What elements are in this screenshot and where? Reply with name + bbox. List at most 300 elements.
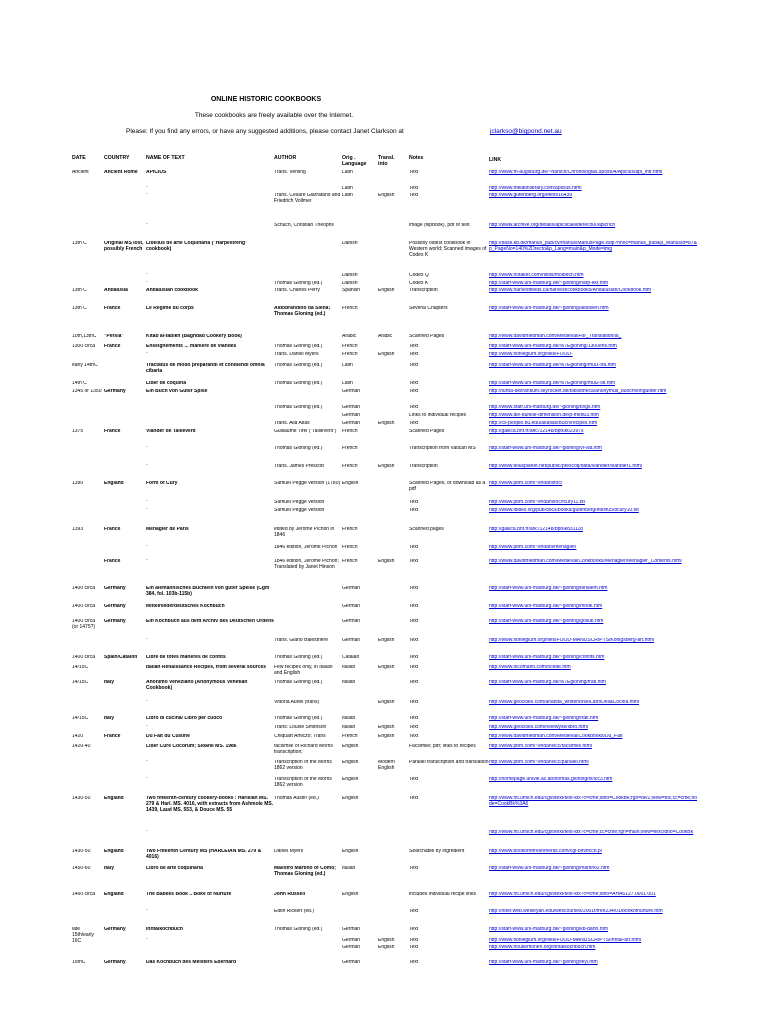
row-orig-language: German [342,945,361,950]
row-orig-language: Latin [342,363,353,368]
row-date: 1430-50 [72,796,91,801]
row-link[interactable]: http://www.die-dunkle-dimension.de/p-med03.htm [489,413,599,418]
row-orig-language: Danish [342,281,358,286]
row-author: Thomas Gloning (ed.) [274,281,323,286]
row-orig-language: German [342,413,361,418]
row-notes: Facsimile; pdf; links to recipes [409,744,476,749]
row-notes: Text [409,363,419,368]
row-author: Trans. Alia Atlas [274,421,310,426]
row-country: England [104,892,124,897]
row-link[interactable]: http://staff-www.uni-marburg.de/~gloning/vi-vat.htm [489,446,602,451]
row-notes: Text [409,927,419,932]
row-name: APICIUS [146,170,167,175]
row-author: Thomas Gloning (ed.) [274,363,323,368]
row-country: Italy [104,716,115,721]
row-name: " [146,700,149,705]
row-name: " [146,830,149,835]
row-orig-language: English [342,777,359,782]
row-name: " [146,777,149,782]
row-link[interactable]: http://staff-www.uni-marburg.de/%7Egloning/frati.htm [489,680,606,685]
row-country: Germany [104,927,126,932]
row-orig-language: German [342,638,361,643]
row-date: 1400 circa [72,586,96,591]
row-author: Thomas Gloning (ed.) [274,446,323,451]
row-link[interactable]: http://staff-www.uni-marburg.de/%7Egloning/mul2-lib.htm [489,381,616,386]
row-date: 15thC [72,960,86,965]
row-name: The Babees Book .. Boke of Nurture [146,892,232,897]
row-date: 14th C [72,381,87,386]
row-orig-language: Latin [342,193,353,198]
row-country: Italy [104,680,115,685]
row-author: Samuel Pegge version (1780) [274,481,341,486]
row-name: " [146,638,149,643]
row-notes: Scanned pages [409,527,444,532]
row-translated-into: English [378,559,395,564]
document-subtitle: These cookbooks are freely available over the Internet. [194,112,354,119]
row-orig-language: Catalan [342,655,360,660]
row-name: Two fifteenth-century cookery-books : Harleian MS. 279 & Harl. MS. 4016, with extracts from Ashmole MS. 1439, Laud MS. 553, & Douce MS. 55 [146,796,274,813]
row-orig-language: Danish [342,273,358,278]
row-country: Original MS lost, possibly French [104,241,144,252]
row-name: Menagier de Paris [146,527,189,532]
row-notes: Text [409,500,419,505]
row-country: England [104,849,124,854]
row-orig-language: Arabic [342,334,357,339]
row-date: 1430-50 [72,849,91,854]
row-link[interactable]: http://www.pbm.com/~lindahl/foc/fcury11.txt [489,500,585,505]
contact-line: Please: If you find any errors, or have any suggested additions, please contact Janet Clarkson at [126,128,404,135]
row-country: Germany [104,619,126,624]
row-author: Thomas Gloning (ed.) [274,381,323,386]
row-notes: Text [409,725,419,730]
row-notes: Text [409,604,419,609]
column-header-country: COUNTRY [104,155,130,161]
row-name: Viander de Taillevent [146,429,196,434]
row-notes: Text [409,619,419,624]
row-country: Spain/Catalon [104,655,138,660]
row-author: Samuel Pegge version [274,500,325,505]
row-notes: Codex Q [409,273,429,278]
row-orig-language: French [342,734,358,739]
row-author: Trans. Charles Perry [274,288,320,293]
row-notes: Text [409,344,419,349]
row-author: Thomas Gloning (ed.) [274,716,323,721]
row-notes: Text [409,638,419,643]
row-date: 1420 [72,734,84,739]
row-notes: Text [409,960,419,965]
row-author: Guillaume Tirel ("Taillevent") [274,429,337,434]
row-notes: Text [409,866,419,871]
row-notes: Text [409,700,419,705]
row-orig-language: English [342,892,359,897]
row-date: 1420-40 [72,744,91,749]
row-link[interactable]: http://staff-www.uni-marburg.de/%7Egloning/mul1-tra.htm [489,363,616,368]
row-date: 1393 [72,527,84,532]
row-notes: Parallel transcription and translation [409,760,489,765]
row-orig-language: English [342,481,359,486]
row-link[interactable]: http://www.gutenberg.org/etext/16439 [489,193,573,198]
row-notes: Text [409,381,419,386]
row-name: Le Régime du corps [146,306,194,311]
row-notes: Text [409,352,419,357]
row-notes: Text [409,945,419,950]
row-orig-language: German [342,586,361,591]
row-orig-language: French [342,429,358,434]
row-author: Few recipes only, in Italian and English [274,665,333,676]
row-name: Libre de totes maneres de confits [146,655,226,660]
row-author: Trans. Daniel Myers [274,352,319,357]
row-date: 14/15C [72,680,89,685]
row-author: John Russell [274,892,306,897]
row-name: " [146,508,149,513]
row-author: Trans. Giano Balestriere [274,638,329,643]
row-name: " [146,281,149,286]
row-orig-language: Danish [342,241,358,246]
row-link[interactable]: http://www.florilegium.org/files/FOOD-MANUSCRIPTS/Konigsberg-art.html [489,638,655,643]
row-orig-language: German [342,960,361,965]
row-notes: Text [409,405,419,410]
row-author: Transcription of the Morris 1862 version [274,760,332,771]
row-orig-language: Italian [342,725,356,730]
row-date: 1400 circa [72,655,96,660]
row-name: " [146,545,149,550]
row-notes: Scanned Pages [409,334,445,339]
row-name: " [146,938,149,943]
row-link[interactable]: http://www.florilegium.org/files/FOOD-MANUSCRIPTS/Inntal-art.html [489,938,641,943]
row-link[interactable]: http://staff-www.uni-marburg.de/~gloning/mndk.htm [489,604,603,609]
row-link[interactable]: http://gallica.bnf.fr/ark:/12148/bpt6k831118 [489,527,584,532]
row-name: " [146,223,149,228]
row-orig-language: German [342,938,361,943]
row-link[interactable]: http://staff-www.uni-marburg.de/~gloning/martino2.htm [489,866,610,871]
row-author: Samuel Pegge version [274,508,325,513]
row-orig-language: French [342,559,358,564]
row-link[interactable]: http://www.nicomarin.com/ricette.htm [489,665,571,670]
row-name: Libellus de arte Coquinaria ("Harpestreng" cookbook) [146,241,248,252]
row-notes: Text [409,389,419,394]
row-notes: Text [409,796,419,801]
row-link[interactable]: http://staff-www.uni-marburg.de/~gloning/birlalem.htm [489,586,608,591]
row-name: " [146,559,149,564]
row-name: " [146,909,149,914]
row-date: 13th C [72,241,87,246]
row-notes: Searchable by ingredient [409,849,465,854]
row-orig-language: Spanish [342,288,361,293]
row-orig-language: German [342,389,361,394]
row-link[interactable]: http://staff-www.uni-marburg.de/~gloning/gollub.htm [489,619,604,624]
row-link[interactable]: http://www.pbm.com/~lindahl/menagier/ [489,545,577,550]
row-name: Andalusian cookbook [146,288,198,293]
row-notes: Transcription [409,288,438,293]
column-header-link: LINK [489,157,502,163]
row-country: "Persia" [104,334,124,339]
row-country: Italy [104,866,115,871]
row-country: Ancient Rome [104,170,138,175]
row-notes: Text [409,193,419,198]
row-link[interactable]: http://www.notaker.com/nitlits/molbech.htm [489,273,584,278]
row-country: Andalusia [104,288,128,293]
row-author: Transcription of the Morris 1862 version [274,777,332,788]
row-link[interactable]: http://www.davidfriedman.com/Medieval/Cookbooks/Menagier/Menagier_Contents.html [489,559,682,564]
row-author: Chiquart Amiczo; Trans [274,734,326,739]
row-country: Germany [104,389,126,394]
row-orig-language: Latin [342,186,353,191]
row-link[interactable]: http://staff-www.uni-marburg.de/~gloning/feyl.htm [489,960,598,965]
row-name: Kitab al-tabikh (Baghdad Cookery Book) [146,334,242,339]
row-orig-language: German [342,927,361,932]
row-orig-language: English [342,849,359,854]
row-name: Ein alemannisches Büchlein von guter Speise (Cgm 384, fol. 103b-115b) [146,586,270,597]
row-notes: Text [409,586,419,591]
row-notes: image (flipbook), pdf or text [409,223,470,228]
row-notes: Transcription from Vatican MS [409,446,476,451]
row-country: France [104,734,121,739]
row-link[interactable]: http://www.archive.org/details/apiciicaelidereco00apicrich [489,223,616,228]
row-link[interactable]: http://cs-people.bu.edu/akatlas/Buch/recipes.htm [489,421,598,426]
row-link[interactable]: http://staff-www.uni-marburg.de/~gloning/kb-dann.htm [489,927,608,932]
row-country: France [104,306,121,311]
row-link[interactable]: http://www.pbm.com/~lindahl/foc/ [489,481,563,486]
row-link[interactable]: http://staff-www.uni-marburg.de/~gloning/frati.htm [489,716,599,721]
row-name: Libro di cucina/ Libro per cuoco [146,716,223,721]
row-link[interactable]: http://staff-www.uni-marburg.de/~gloning/confits.htm [489,655,605,660]
row-notes: Text [409,665,419,670]
row-link[interactable]: http://www.housemorien.org/inntalkochbuch.htm [489,945,596,950]
row-orig-language: German [342,405,361,410]
row-link[interactable]: http://www.ibiblio.org/pub/docs/books/gutenberg/etext05/8cury10.txt [489,508,639,513]
row-date: 1345 or 1350 [72,389,102,394]
row-link[interactable]: http://staff-www.uni-marburg.de/%7Egloning/1300ens.htm [489,344,617,349]
row-name: Mittelniederdeutsches Kochbuch [146,604,225,609]
row-link[interactable]: http://gallica.bnf.fr/ark:/12148/bpt6k62397s [489,429,584,434]
column-header-date: DATE [72,155,86,161]
row-author: Thomas Gloning (ed.) [274,655,323,660]
row-author: facsimile of Richard Morris' transcription; [274,744,334,755]
row-translated-into: English [378,352,395,357]
row-orig-language: German [342,421,361,426]
contact-email-link[interactable]: jclarkso@bigpond.net.au [490,128,562,135]
row-date: 14/15C [72,716,89,721]
row-link[interactable]: http://www.hti.umich.edu/cgi/t/text/text-idx?c=cme;idno=CookBk;rgn=div1;view=toc;cc=cme;node=CookBk%3A6 [489,796,697,807]
row-name: " [146,273,149,278]
row-link[interactable]: http://turba-delirantium.skyrocket.de/bibliotheca/anonymus_buochvonguoter.htm [489,389,667,394]
row-country: Germany [104,604,126,609]
row-name: " [146,500,149,505]
row-name: " [146,193,149,198]
row-name: Das Kochbuch des Meisters Eberhard [146,960,237,965]
row-name: Anonimo Veneziano (Anonymous Venetian Cookbook) [146,680,248,691]
row-name: " [146,446,149,451]
row-link[interactable]: http://staff-www.uni-marburg.de/~gloning/harp-kkr.htm [489,281,608,286]
row-link[interactable]: http://www.geocities.com/anahita_whitehorse/LibroDellaCocina.html [489,700,640,705]
row-author: Thomas Gloning (ed.) [274,927,323,932]
row-author: Edith Rickert (ed.) [274,909,315,914]
row-date: 10th,13thC [72,334,97,339]
row-author: Trans: Louise Smithson [274,725,327,730]
row-translated-into: English [378,725,395,730]
row-date: late 15th/early 16C [72,927,94,942]
row-link[interactable]: http://www.davidfriedman.com/Medieval/Cookbooks/Du_Fait [489,734,623,739]
row-orig-language: English [342,796,359,801]
row-author: Daniel Myers [274,849,304,854]
column-header-name: NAME OF TEXT [146,155,185,161]
row-orig-language: French [342,464,358,469]
row-name: " [146,760,149,765]
row-notes: Text [409,186,419,191]
row-link[interactable]: http://www.fh-augsburg.de/~harsch/Chronologia/Lspost04/Apicius/api_intr.html [489,170,663,175]
row-translated-into: English [378,938,395,943]
row-date: early 14thC [72,363,98,368]
row-notes: Transcription [409,464,438,469]
row-date: Ancient [72,170,89,175]
row-author: Trans. James Prescott [274,464,324,469]
row-author: edited by Jérome Pichon in 1846 [274,527,335,538]
row-notes: Text [409,938,419,943]
row-translated-into: English [378,665,395,670]
row-name: Ein Buch von Guter Spise [146,389,208,394]
row-date: 14/15C [72,665,89,670]
row-notes: Text [409,559,419,564]
row-translated-into: English [378,464,395,469]
row-orig-language: Italian [342,716,356,721]
row-notes: Text [409,734,419,739]
row-link[interactable]: http://base.kb.dk/manus_pub/cv/manus/ManusPage.xsql?nnoc=manus_pub&p_ManusId=87&p_PageNo=140%2Drecto&p_Lang=main&p_Mode=img [489,241,697,252]
row-author: Thomas Gloning (ed.) [274,405,323,410]
row-translated-into: English [378,700,395,705]
row-notes: Text [409,655,419,660]
column-header-author: AUTHOR [274,155,297,161]
column-header-orig-language: Orig . Language [342,155,367,167]
row-link[interactable]: http://www.bookofrefreshments.com/cgi-bin/tfccb.pl [489,849,602,854]
row-author: Trans. Vehling [274,170,306,175]
row-link[interactable]: http://staff-www.uni-marburg.de/~gloning/aldosien.htm [489,306,609,311]
row-link[interactable]: http://www.thelatinlibrary.com/apicius.html [489,186,582,191]
row-country: France [104,527,121,532]
row-name: Italian Renaissance Recipes, from several sources [146,665,267,670]
row-author: Thomas Gloning (ed.) [274,680,323,685]
row-country: France [104,344,121,349]
row-name: Form of Cury [146,481,178,486]
row-orig-language: German [342,604,361,609]
row-name: Liber de coquina [146,381,187,386]
row-orig-language: French [342,306,358,311]
row-link[interactable]: http://www.hti.umich.edu/cgi/t/text/text-idx?c=cme;idno=AHA6127.0001.001 [489,892,656,897]
row-date: 13th C [72,288,87,293]
row-translated-into: English [378,288,395,293]
row-notes: Text [409,680,419,685]
row-orig-language: Latin [342,170,353,175]
row-name: Tractatus de modo preparandi et condiendi omnia cibaria [146,363,265,374]
row-link[interactable]: http://www.pbm.com/~lindahl/lcc/parallel.html [489,760,589,765]
row-translated-into: English [378,193,395,198]
row-orig-language: German [342,619,361,624]
row-translated-into: English [378,638,395,643]
row-notes: Text [409,777,419,782]
row-orig-language: Italian [342,680,356,685]
row-name: Liber Cure Cocorum; Sloane MS. 1986 [146,744,237,749]
row-date: 1400 circa [72,604,96,609]
row-name: " [146,464,149,469]
document-title: ONLINE HISTORIC COOKBOOKS [210,96,322,103]
row-notes: Codex K [409,281,429,286]
row-link[interactable]: http://www.florilegium.org/files/FOOD- [489,352,573,357]
row-notes: Links to individual recipes [409,413,466,418]
row-orig-language: English [342,760,359,765]
row-notes: Text [409,545,419,550]
row-author: 1846 edition, Jérome Pichon; Translated by Janet Hinson [274,559,339,570]
row-link[interactable]: http://www.hti.umich.edu/cgi/t/text/text-idx?c=cme;cc=cme;rgn=main;view=text;idno=CookBk [489,830,694,835]
row-country: England [104,481,124,486]
column-header-notes: Notes [409,155,424,161]
row-orig-language: English [342,744,359,749]
row-notes: Scanned Pages [409,429,445,434]
row-link[interactable]: http://www.harvestfields.ca/harvest/cookbooks/Andalusian/Cookbook.htm [489,288,652,293]
row-country: France [104,429,121,434]
row-orig-language: French [342,446,358,451]
row-link[interactable]: http://rider.web.wesleyan.edu/wescourses/2001f/fren234/01/bookofnurture.htm [489,909,663,914]
row-notes: Text [409,716,419,721]
row-author: Aldobrandino da Siena; Thomas Gloning (ed.) [274,306,331,317]
row-author: Schuch, Christian Theophil [274,223,334,228]
row-date: 1375 [72,429,84,434]
row-name: " [146,725,149,730]
row-translated-into: English [378,421,395,426]
row-link[interactable]: http://homepage.univie.ac.at/thomas.gloning/tx/lcc3.htm [489,777,613,782]
row-orig-language: French [342,545,358,550]
row-country: Germany [104,586,126,591]
row-notes: Several Chapters [409,306,448,311]
row-author: Thomas Gloning (ed.) [274,344,323,349]
column-header-translated-into: Transl. into [378,155,395,167]
row-translated-into: Modern English [378,760,395,771]
row-author: Vittoria Aureli (trans) [274,700,320,705]
row-date: 1460 circa [72,892,96,897]
row-country: Germany [104,960,126,965]
row-link[interactable]: http://www.davidfriedman.com/Medieval/For_Translation/al_ [489,334,622,339]
row-notes: Text [409,170,419,175]
row-link[interactable]: http://www.telusplanet.net/public/prescotj/data/viandier/viandier1.html [489,464,642,469]
row-translated-into: English [378,945,395,950]
row-orig-language: French [342,352,358,357]
row-notes: Text [409,909,419,914]
row-link[interactable]: http://www.staff.uni-marburg.de/~gloning/bvgs.htm [489,405,601,410]
row-author: 1846 edition, Jérome Pichon [274,545,338,550]
row-name: Inntalkochbuch [146,927,183,932]
row-name: Enseignements ... maniere de viandes [146,344,237,349]
row-date: 1400 circa (or 1475?) [72,619,96,630]
row-orig-language: Latin [342,381,353,386]
row-translated-into: Arabic [378,334,393,339]
row-date: 1450-60 [72,866,91,871]
row-name: Libro de arte coquinaria [146,866,203,871]
row-translated-into: English [378,734,395,739]
row-notes: Text [409,508,419,513]
row-name: Ein Kochbuch aus dem Archiv des Deutschen Ordens [146,619,274,624]
row-date: 1300 circa [72,344,96,349]
row-orig-language: Italian [342,665,356,670]
row-link[interactable]: http://www.geocities.com/helewyse/libro.html [489,725,588,730]
row-author: Thomas Austin (ed.) [274,796,319,801]
row-date: 1390 [72,481,84,486]
row-name: " [146,352,149,357]
row-notes: Possibly oldest cookbook in Western world; Scanned images of Codex K [409,241,487,258]
row-link[interactable]: http://www.pbm.com/~lindahl/lcc/facsimile.html [489,744,592,749]
row-author: Maestro Martino of Como; Thomas Gloning (ed.) [274,866,336,877]
row-orig-language: French [342,527,358,532]
row-name: Two Fifteenth Century MS (HARLEIAN MS. 279 & 4016) [146,849,262,860]
row-author: Trans. Cesare Giarratano and Friedrich Vollmer [274,193,341,204]
row-name: " [146,186,149,191]
